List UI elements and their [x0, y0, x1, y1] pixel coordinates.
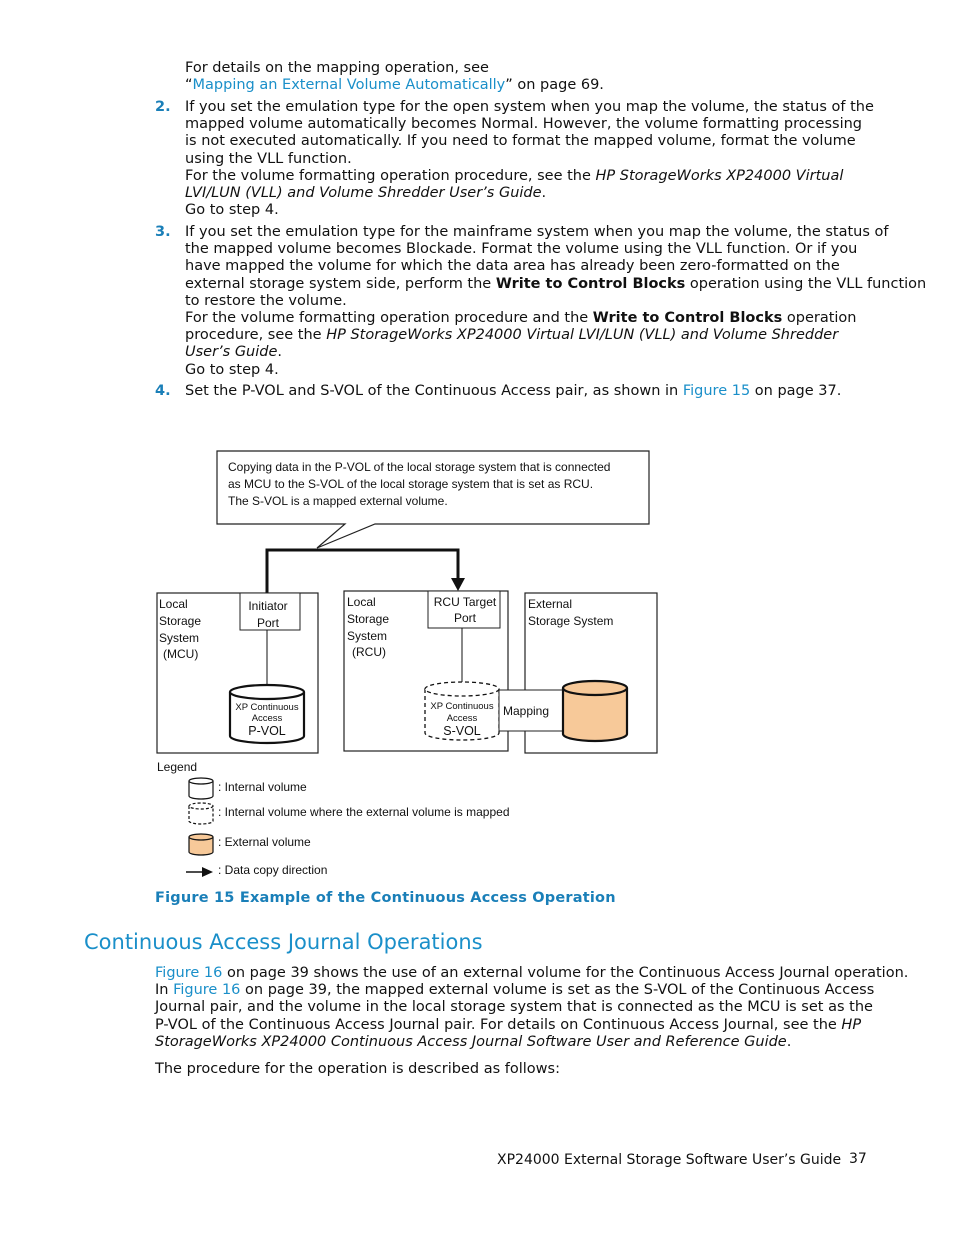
text: .	[541, 185, 547, 202]
page-number: 37	[849, 1151, 867, 1167]
guide-title: User’s Guide	[185, 344, 278, 361]
rcu-box-label: Storage	[347, 612, 390, 626]
legend-item: : Internal volume where the external volume is mapped	[218, 805, 510, 819]
mcu-box-label: (MCU)	[163, 647, 199, 661]
step-line	[185, 185, 874, 202]
intro-line2	[185, 77, 604, 94]
step-number: 3.	[155, 224, 171, 240]
text: In	[155, 982, 174, 999]
text: operation	[782, 310, 857, 327]
rcu-target-label: Port	[453, 611, 477, 625]
body-line	[155, 1034, 908, 1051]
mapping-link[interactable]: Mapping an External Volume Automatically	[192, 77, 506, 93]
data-copy-arrow	[267, 550, 458, 594]
rcu-box-label: System	[347, 629, 388, 643]
section-heading: Continuous Access Journal Operations	[84, 930, 483, 954]
mapping-label: Mapping	[503, 704, 550, 718]
text: on page 39 shows the use of an external volume for the Continuous Access Journal operation.	[222, 965, 909, 981]
section-body	[155, 965, 908, 1051]
step-line	[185, 168, 874, 185]
ui-term: Write to Control Blocks	[592, 310, 783, 327]
svol-label: XP Continuous	[430, 701, 494, 712]
initiator-port-label: Port	[256, 616, 280, 630]
step-line: is not executed automatically. If you need to format the mapped volume, format the volume	[185, 133, 856, 150]
text: on page 37.	[750, 383, 842, 399]
external-volume-cylinder-top	[563, 681, 627, 695]
legend-title: Legend	[157, 760, 198, 774]
body-line	[155, 1017, 908, 1034]
quote-open: “	[185, 77, 193, 93]
pvol-label: XP Continuous	[235, 702, 299, 713]
svol-label: Access	[446, 713, 478, 724]
external-box-label: Storage System	[528, 614, 614, 628]
pvol-label: Access	[251, 713, 283, 724]
legend-internal-icon-top	[189, 778, 213, 784]
guide-title: HP StorageWorks XP24000 Virtual LVI/LUN (VLL) and Volume Shredder	[326, 327, 839, 344]
step-line	[185, 344, 926, 361]
guide-title: LVI/LUN (VLL) and Volume Shredder User’s Guide	[185, 185, 542, 202]
step-line: Go to step 4.	[185, 202, 279, 219]
step-number: 4.	[155, 383, 171, 399]
step-line: If you set the emulation type for the mainframe system when you map the volume, the status of	[185, 224, 889, 240]
step-line: have mapped the volume for which the data area has already been zero-formatted on the	[185, 258, 840, 275]
legend-external-icon-top	[189, 834, 213, 840]
legend-mapped-icon-top	[189, 803, 213, 809]
mcu-box-label: Storage	[159, 614, 202, 628]
step-4	[185, 383, 841, 400]
step-line: the mapped volume becomes Blockade. Format the volume using the VLL function. Or if you	[185, 241, 858, 258]
svol-cylinder-top	[425, 682, 499, 696]
figure-link[interactable]: Figure 15	[682, 383, 751, 399]
guide-title: StorageWorks XP24000 Continuous Access Journal Software User and Reference Guide	[155, 1033, 787, 1050]
legend-item: : Internal volume	[218, 780, 307, 794]
callout-line: Copying data in the P-VOL of the local storage system that is connected	[228, 460, 611, 474]
legend-item: : Data copy direction	[218, 863, 328, 877]
external-box-label: External	[528, 597, 573, 611]
footer-title: XP24000 External Storage Software User’s Guide	[497, 1152, 842, 1168]
guide-title: HP	[841, 1016, 862, 1033]
step-line: mapped volume automatically becomes Normal. However, the volume formatting processing	[185, 116, 863, 133]
procedure-intro: The procedure for the operation is described as follows:	[155, 1061, 560, 1077]
mcu-box-label: System	[159, 631, 200, 645]
text: procedure, see the	[185, 327, 327, 344]
body-line	[155, 965, 908, 982]
callout-line: as MCU to the S-VOL of the local storage system that is set as RCU.	[228, 477, 594, 491]
step-line: using the VLL function.	[185, 150, 352, 167]
svol-label: S-VOL	[443, 724, 481, 738]
text: .	[277, 344, 283, 361]
step-line	[185, 310, 926, 327]
body-line	[155, 982, 908, 999]
step-line: to restore the volume.	[185, 292, 347, 309]
figure-link[interactable]: Figure 16	[155, 965, 223, 981]
callout-line: The S-VOL is a mapped external volume.	[228, 494, 448, 508]
ui-term: Write to Control Blocks	[495, 275, 686, 292]
arrow-head-icon	[451, 578, 465, 591]
intro-line1: For details on the mapping operation, see	[185, 60, 489, 76]
text: external storage system side, perform the	[185, 275, 496, 292]
step-line	[185, 327, 926, 344]
text: P-VOL of the Continuous Access Journal pair. For details on Continuous Access Journal, see the	[155, 1016, 842, 1033]
text: For the volume formatting operation procedure, see the	[185, 167, 596, 184]
step-3	[185, 224, 926, 379]
guide-title: HP StorageWorks XP24000 Virtual	[595, 167, 844, 184]
rcu-box-label: (RCU)	[352, 645, 386, 659]
text: Set the P-VOL and S-VOL of the Continuous Access pair, as shown in	[185, 383, 683, 399]
legend-item: : External volume	[218, 835, 311, 849]
continuous-access-diagram	[150, 444, 660, 884]
page-ref: ” on page 69.	[505, 77, 604, 93]
mcu-box-label: Local	[159, 597, 188, 611]
figure-link[interactable]: Figure 16	[173, 982, 241, 999]
rcu-target-label: RCU Target	[433, 595, 497, 609]
initiator-port-label: Initiator	[248, 599, 288, 613]
pvol-cylinder-top	[230, 685, 304, 699]
step-line	[185, 276, 926, 293]
pvol-label: P-VOL	[248, 724, 286, 738]
step-number: 2.	[155, 99, 171, 115]
text: operation using the VLL function	[685, 275, 927, 292]
text: For the volume formatting operation procedure and the	[185, 310, 593, 327]
step-2	[185, 99, 874, 219]
step-line: If you set the emulation type for the open system when you map the volume, the status of the	[185, 99, 874, 115]
text: .	[786, 1033, 792, 1050]
legend-arrow-icon	[202, 867, 213, 877]
text: on page 39, the mapped external volume is set as the S-VOL of the Continuous Access	[240, 982, 875, 999]
body-line: Journal pair, and the volume in the local storage system that is connected as the MCU is set as the	[155, 999, 873, 1016]
figure-caption: Figure 15 Example of the Continuous Access Operation	[155, 890, 616, 906]
rcu-box-label: Local	[347, 595, 376, 609]
step-line: Go to step 4.	[185, 361, 279, 378]
